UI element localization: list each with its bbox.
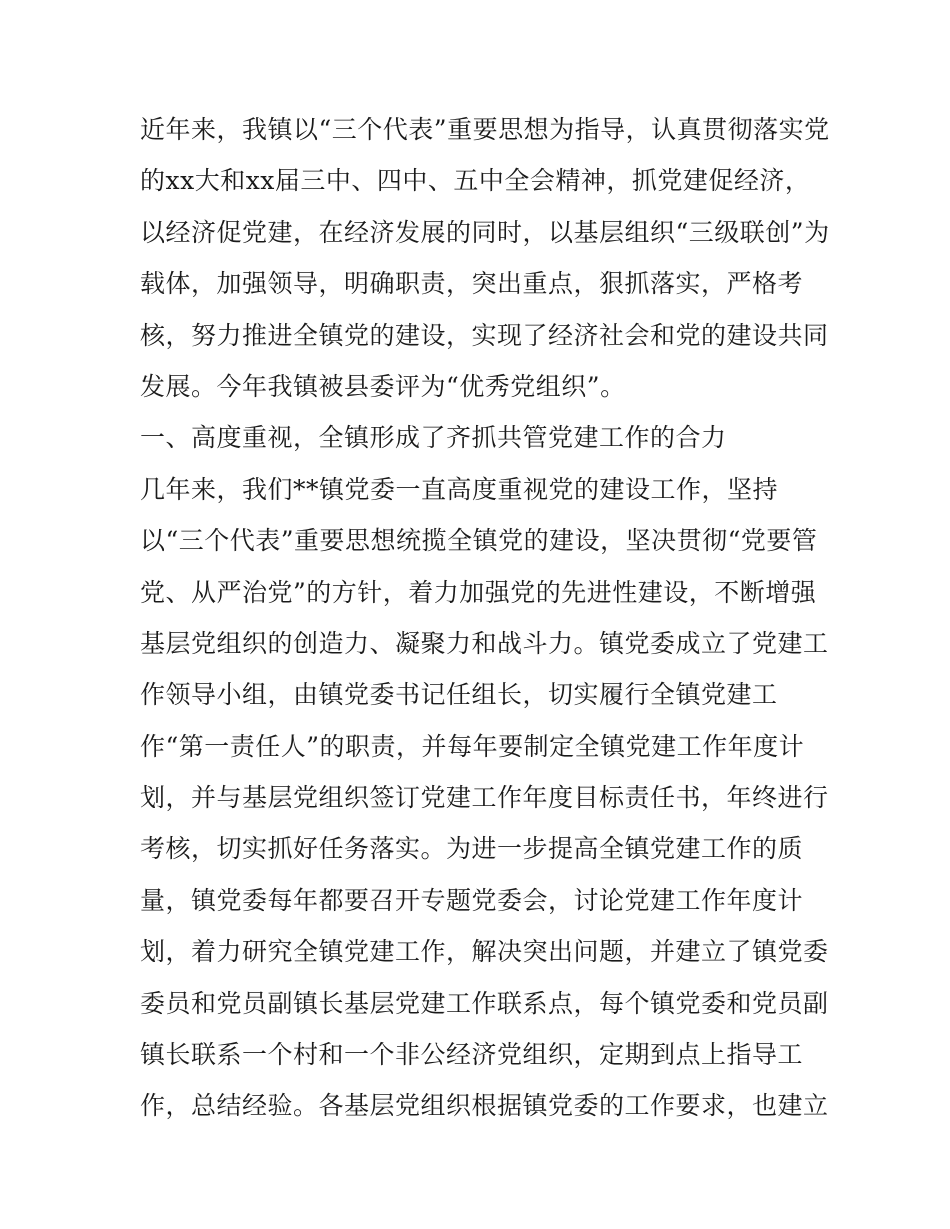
text-line: 党、从严治党”的方针，着力加强党的先进性建设，不断增强 bbox=[140, 577, 817, 607]
text-line: 作领导小组，由镇党委书记任组长，切实履行全镇党建工 bbox=[140, 680, 778, 710]
text-line: 以“三个代表”重要思想统揽全镇党的建设，坚决贯彻“党要管 bbox=[140, 526, 818, 556]
text-line: 划，着力研究全镇党建工作，解决突出问题，并建立了镇党委 bbox=[140, 937, 829, 967]
text-line: 发展。今年我镇被县委评为“优秀党组织”。 bbox=[140, 371, 626, 401]
text-line: 考核，切实抓好任务落实。为进一步提高全镇党建工作的质 bbox=[140, 834, 804, 864]
text-line: 委员和党员副镇长基层党建工作联系点，每个镇党委和党员副 bbox=[140, 988, 829, 1018]
text-line: 的xx大和xx届三中、四中、五中全会精神，抓党建促经济， bbox=[140, 166, 811, 196]
text-line: 核，努力推进全镇党的建设，实现了经济社会和党的建设共同 bbox=[140, 320, 829, 350]
text-line: 几年来，我们**镇党委一直高度重视党的建设工作，坚持 bbox=[140, 474, 779, 504]
text-line: 作“第一责任人”的职责，并每年要制定全镇党建工作年度计 bbox=[140, 731, 805, 761]
document-body bbox=[140, 104, 830, 1132]
text-line: 以经济促党建，在经济发展的同时，以基层组织“三级联创”为 bbox=[140, 217, 830, 247]
text-line: 镇长联系一个村和一个非公经济党组织，定期到点上指导工 bbox=[140, 1040, 804, 1070]
text-line: 基层党组织的创造力、凝聚力和战斗力。镇党委成立了党建工 bbox=[140, 628, 829, 658]
section-heading: 一、高度重视，全镇形成了齐抓共管党建工作的合力 bbox=[140, 423, 727, 453]
text-line: 载体，加强领导，明确职责，突出重点，狠抓落实，严格考 bbox=[140, 269, 804, 299]
text-line: 划，并与基层党组织签订党建工作年度目标责任书，年终进行 bbox=[140, 783, 829, 813]
text-line: 量，镇党委每年都要召开专题党委会，讨论党建工作年度计 bbox=[140, 885, 804, 915]
text-line: 近年来，我镇以“三个代表”重要思想为指导，认真贯彻落实党 bbox=[140, 115, 830, 144]
text-line: 作，总结经验。各基层党组织根据镇党委的工作要求，也建立 bbox=[140, 1091, 829, 1121]
